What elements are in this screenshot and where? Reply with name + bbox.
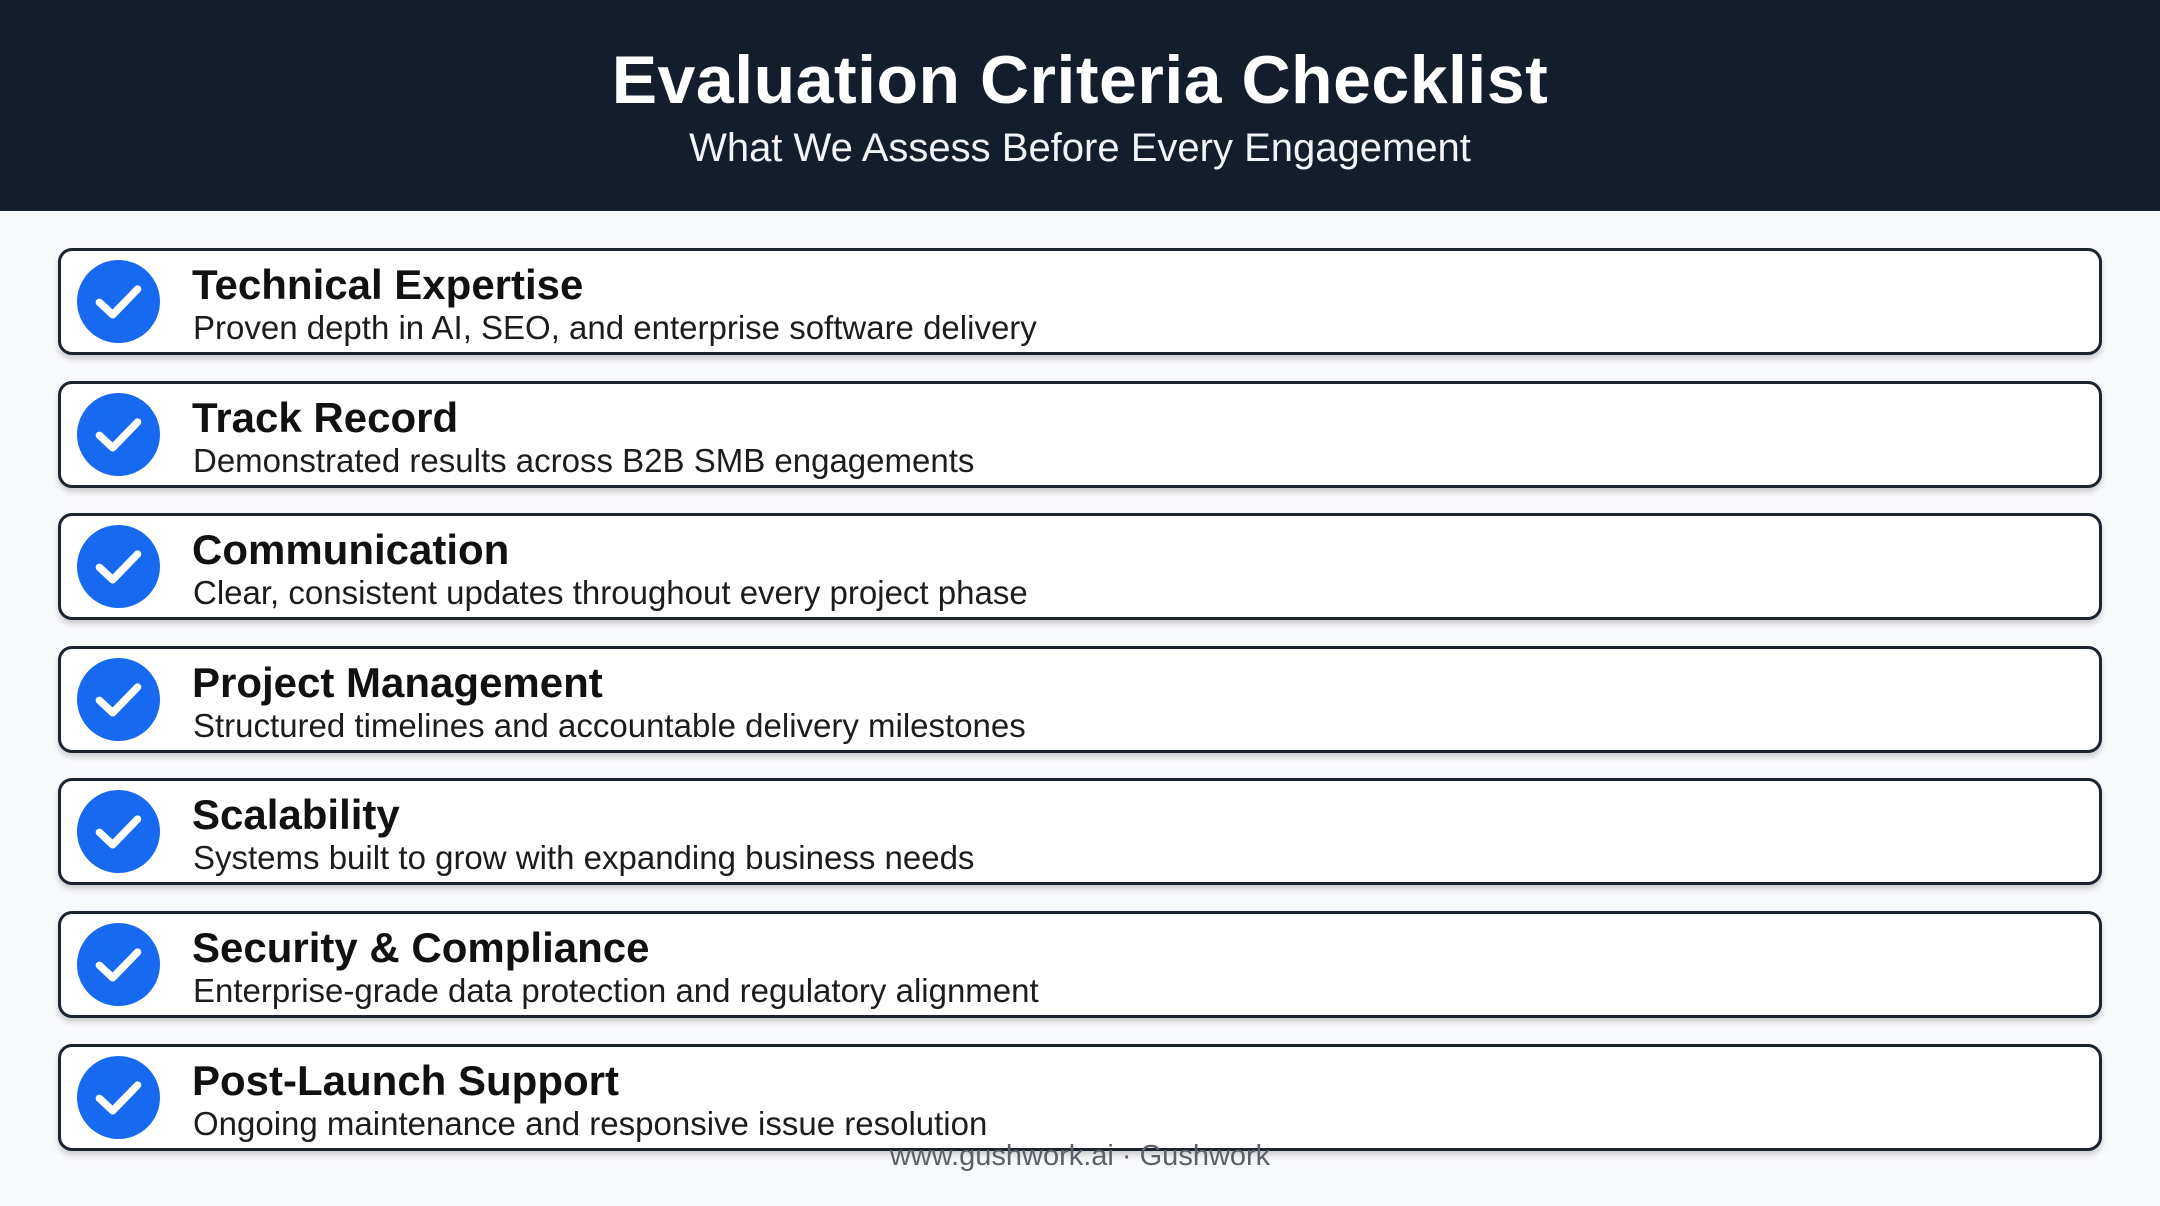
checklist-item-security-compliance	[58, 911, 2102, 1018]
checklist-item-scalability	[58, 778, 2102, 885]
checklist-item-description: Enterprise-grade data protection and regulatory alignment	[193, 971, 1039, 1009]
checkmark-circle-icon	[77, 790, 160, 873]
checklist-item-technical-expertise	[58, 248, 2102, 355]
checklist-item-project-management	[58, 646, 2102, 753]
header-banner	[0, 0, 2160, 211]
checklist-item-description: Systems built to grow with expanding business needs	[193, 839, 975, 877]
checkmark-circle-icon	[77, 923, 160, 1006]
page-title: Evaluation Criteria Checklist	[611, 42, 1549, 118]
footer-credit: www.gushwork.ai · Gushwork	[889, 1140, 1271, 1172]
checkmark-circle-icon	[77, 393, 160, 476]
checkmark-circle-icon	[77, 1056, 160, 1139]
page-subtitle: What We Assess Before Every Engagement	[689, 126, 1471, 170]
checkmark-circle-icon	[77, 525, 160, 608]
checklist-item-title: Communication	[192, 526, 510, 574]
checklist-item-title: Track Record	[192, 393, 459, 441]
checklist-item-description: Clear, consistent updates throughout every project phase	[193, 574, 1028, 612]
checklist-item-description: Demonstrated results across B2B SMB engagements	[193, 441, 975, 479]
checklist-item-post-launch-support	[58, 1044, 2102, 1151]
checklist-item-track-record	[58, 381, 2102, 488]
checklist-item-title: Technical Expertise	[192, 261, 584, 308]
checklist-item-description: Proven depth in AI, SEO, and enterprise software delivery	[193, 309, 1037, 346]
checklist-item-title: Post-Launch Support	[192, 1056, 619, 1104]
checklist	[58, 248, 2102, 1176]
checklist-item-title: Scalability	[192, 791, 400, 839]
checkmark-circle-icon	[77, 658, 160, 741]
checklist-item-description: Ongoing maintenance and responsive issue resolution	[193, 1104, 988, 1142]
checkmark-circle-icon	[77, 260, 160, 343]
checklist-item-title: Project Management	[192, 658, 603, 706]
checklist-item-title: Security & Compliance	[192, 923, 650, 971]
checklist-item-description: Structured timelines and accountable delivery milestones	[193, 706, 1026, 744]
checklist-item-communication	[58, 513, 2102, 620]
